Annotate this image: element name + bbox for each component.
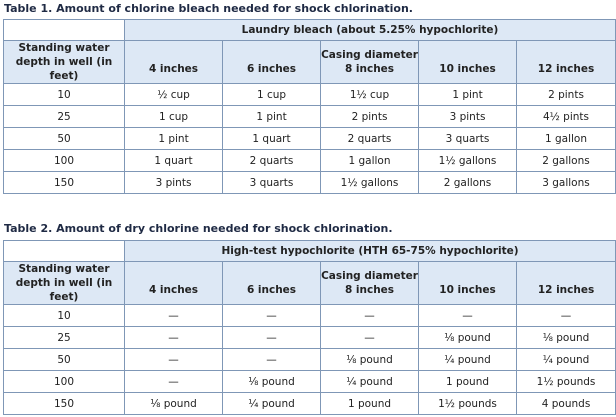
group-header: Casing diameter — [321, 270, 418, 282]
column-header-12: 12 inches — [517, 41, 616, 84]
depth-cell: 50 — [4, 128, 125, 150]
amount-cell: 1 gallon — [321, 150, 419, 172]
amount-cell: 2 gallons — [419, 172, 517, 194]
amount-cell: 1 pint — [223, 106, 321, 128]
amount-cell: 2 quarts — [321, 128, 419, 150]
depth-cell: 10 — [4, 84, 125, 106]
amount-cell: 1½ gallons — [419, 150, 517, 172]
amount-cell: ¼ pound — [419, 349, 517, 371]
amount-cell: ⅛ pound — [223, 371, 321, 393]
dry-chlorine-table — [3, 240, 616, 415]
amount-cell: 1 pint — [419, 84, 517, 106]
amount-cell: 1 cup — [125, 106, 223, 128]
amount-cell: — — [125, 305, 223, 327]
column-header-4: 4 inches — [125, 41, 223, 84]
table-row — [4, 327, 616, 349]
amount-cell: — — [517, 305, 616, 327]
depth-cell: 150 — [4, 172, 125, 194]
super-header: High-test hypochlorite (HTH 65-75% hypochlorite) — [125, 241, 616, 262]
amount-cell: 1 pint — [125, 128, 223, 150]
corner-cell — [4, 20, 125, 41]
amount-cell: ⅛ pound — [419, 327, 517, 349]
row-header: Standing water depth in well (in feet) — [4, 41, 125, 84]
depth-cell: 25 — [4, 106, 125, 128]
table-row — [4, 371, 616, 393]
row-header: Standing water depth in well (in feet) — [4, 262, 125, 305]
amount-cell: 1½ pounds — [419, 393, 517, 415]
table-row — [4, 349, 616, 371]
column-header-8: Casing diameter 8 inches — [321, 262, 419, 305]
amount-cell: — — [223, 349, 321, 371]
amount-cell: — — [125, 349, 223, 371]
depth-cell: 100 — [4, 150, 125, 172]
column-header-6: 6 inches — [223, 41, 321, 84]
column-header-10: 10 inches — [419, 41, 517, 84]
amount-cell: 1 gallon — [517, 128, 616, 150]
amount-cell: 1 cup — [223, 84, 321, 106]
amount-cell: 1 quart — [125, 150, 223, 172]
amount-cell: ¼ pound — [223, 393, 321, 415]
group-header: Casing diameter — [321, 49, 418, 61]
amount-cell: 1 pound — [419, 371, 517, 393]
amount-cell: 3 gallons — [517, 172, 616, 194]
amount-cell: 1½ cup — [321, 84, 419, 106]
corner-cell — [4, 241, 125, 262]
amount-cell: — — [223, 305, 321, 327]
depth-cell: 100 — [4, 371, 125, 393]
depth-cell: 10 — [4, 305, 125, 327]
amount-cell: ¼ pound — [321, 371, 419, 393]
amount-cell: — — [419, 305, 517, 327]
amount-cell: 2 quarts — [223, 150, 321, 172]
amount-cell: — — [125, 327, 223, 349]
amount-cell: — — [125, 371, 223, 393]
amount-cell: ⅛ pound — [125, 393, 223, 415]
amount-cell: 3 pints — [419, 106, 517, 128]
table-row — [4, 84, 616, 106]
table-row — [4, 106, 616, 128]
depth-cell: 25 — [4, 327, 125, 349]
amount-cell: 4 pounds — [517, 393, 616, 415]
amount-cell: 3 quarts — [419, 128, 517, 150]
table-row — [4, 128, 616, 150]
table-row — [4, 393, 616, 415]
column-header-4: 4 inches — [125, 262, 223, 305]
amount-cell: 1 pound — [321, 393, 419, 415]
super-header: Laundry bleach (about 5.25% hypochlorite) — [125, 20, 616, 41]
table1-caption: Table 1. Amount of chlorine bleach needed for shock chlorination. — [4, 2, 413, 15]
depth-cell: 50 — [4, 349, 125, 371]
table-row — [4, 150, 616, 172]
amount-cell: ½ cup — [125, 84, 223, 106]
amount-cell: — — [321, 305, 419, 327]
table2-caption: Table 2. Amount of dry chlorine needed for shock chlorination. — [4, 222, 393, 235]
table-row — [4, 172, 616, 194]
amount-cell: 4½ pints — [517, 106, 616, 128]
bleach-table — [3, 19, 616, 194]
amount-cell: 2 pints — [321, 106, 419, 128]
amount-cell: 2 pints — [517, 84, 616, 106]
amount-cell: ⅛ pound — [321, 349, 419, 371]
amount-cell: ⅛ pound — [517, 327, 616, 349]
amount-cell: 1 quart — [223, 128, 321, 150]
depth-cell: 150 — [4, 393, 125, 415]
column-header-10: 10 inches — [419, 262, 517, 305]
amount-cell: — — [223, 327, 321, 349]
amount-cell: — — [321, 327, 419, 349]
column-header-6: 6 inches — [223, 262, 321, 305]
amount-cell: 1½ gallons — [321, 172, 419, 194]
amount-cell: ¼ pound — [517, 349, 616, 371]
amount-cell: 3 pints — [125, 172, 223, 194]
amount-cell: 3 quarts — [223, 172, 321, 194]
amount-cell: 1½ pounds — [517, 371, 616, 393]
column-header-12: 12 inches — [517, 262, 616, 305]
amount-cell: 2 gallons — [517, 150, 616, 172]
column-header-8: Casing diameter 8 inches — [321, 41, 419, 84]
table-row — [4, 305, 616, 327]
